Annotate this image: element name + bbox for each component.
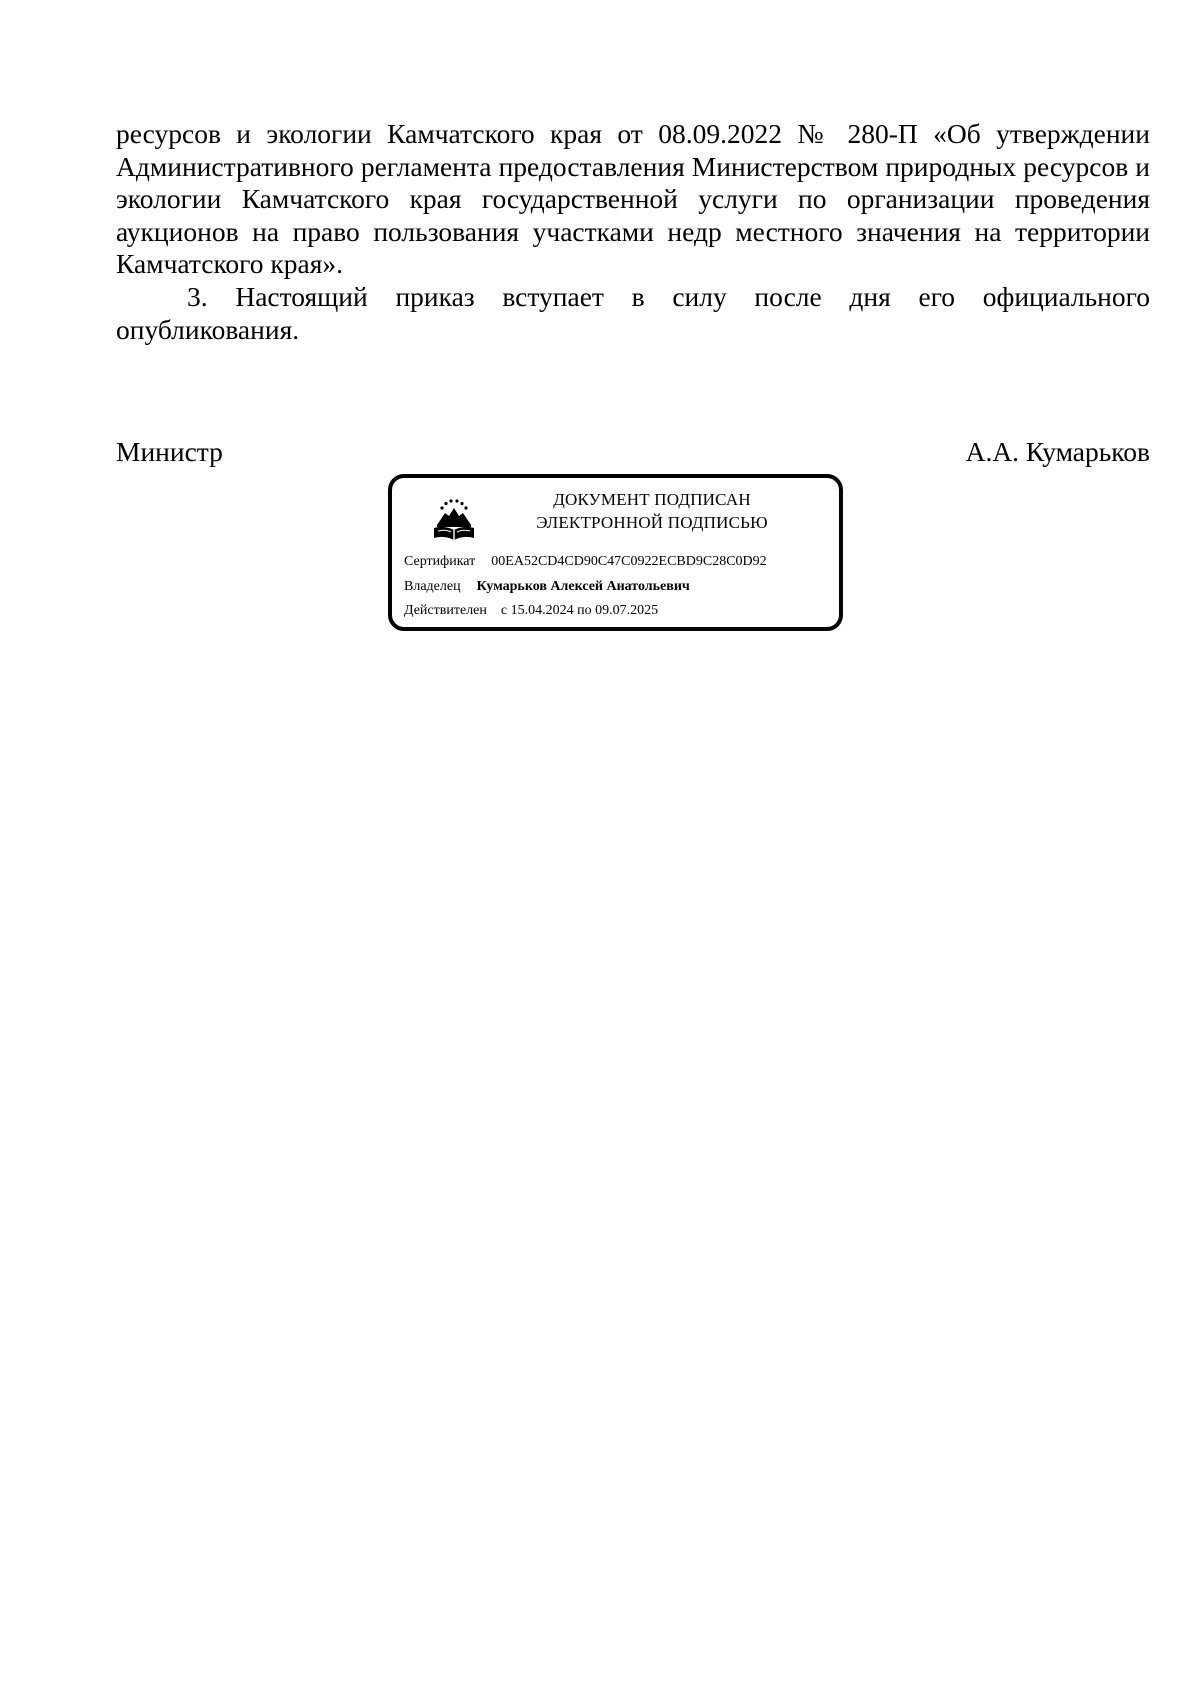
stamp-certificate-row bbox=[404, 553, 767, 571]
stamp-validity-row bbox=[404, 602, 658, 620]
paragraph-continued: ресурсов и экологии Камчатского края от 08.09.2022 № 280-П «Об утверждении Административного регламента предоставления Министерством природных ресурсов и экологии Камчатского края государственной услуги по организации проведения аукционов на право пользования участками недр местного значения на территории Камчатского края». bbox=[116, 118, 1150, 280]
stamp-title-line-2: ЭЛЕКТРОННОЙ ПОДПИСЬЮ bbox=[536, 513, 768, 532]
stamp-title-line-1: ДОКУМЕНТ ПОДПИСАН bbox=[553, 490, 751, 509]
paragraph-3: 3. Настоящий приказ вступает в силу после дня его официального опубликования. bbox=[116, 280, 1150, 345]
stamp-title bbox=[492, 488, 812, 534]
stamp-owner-row bbox=[404, 578, 690, 596]
validity-value: с 15.04.2024 по 09.07.2025 bbox=[500, 603, 659, 618]
signature-row bbox=[116, 436, 1150, 468]
signer-name: А.А. Кумарьков bbox=[965, 436, 1150, 467]
owner-label: Владелец bbox=[404, 579, 461, 594]
validity-label: Действителен bbox=[404, 603, 487, 618]
document-body bbox=[116, 118, 1150, 346]
emblem-icon bbox=[429, 494, 479, 544]
owner-value: Кумарьков Алексей Анатольевич bbox=[476, 579, 690, 594]
signer-position: Министр bbox=[116, 436, 223, 467]
certificate-value: 00EA52CD4CD90C47C0922ECBD9C28C0D92 bbox=[491, 554, 767, 569]
certificate-label: Сертификат bbox=[404, 554, 476, 569]
electronic-signature-stamp bbox=[388, 474, 843, 631]
